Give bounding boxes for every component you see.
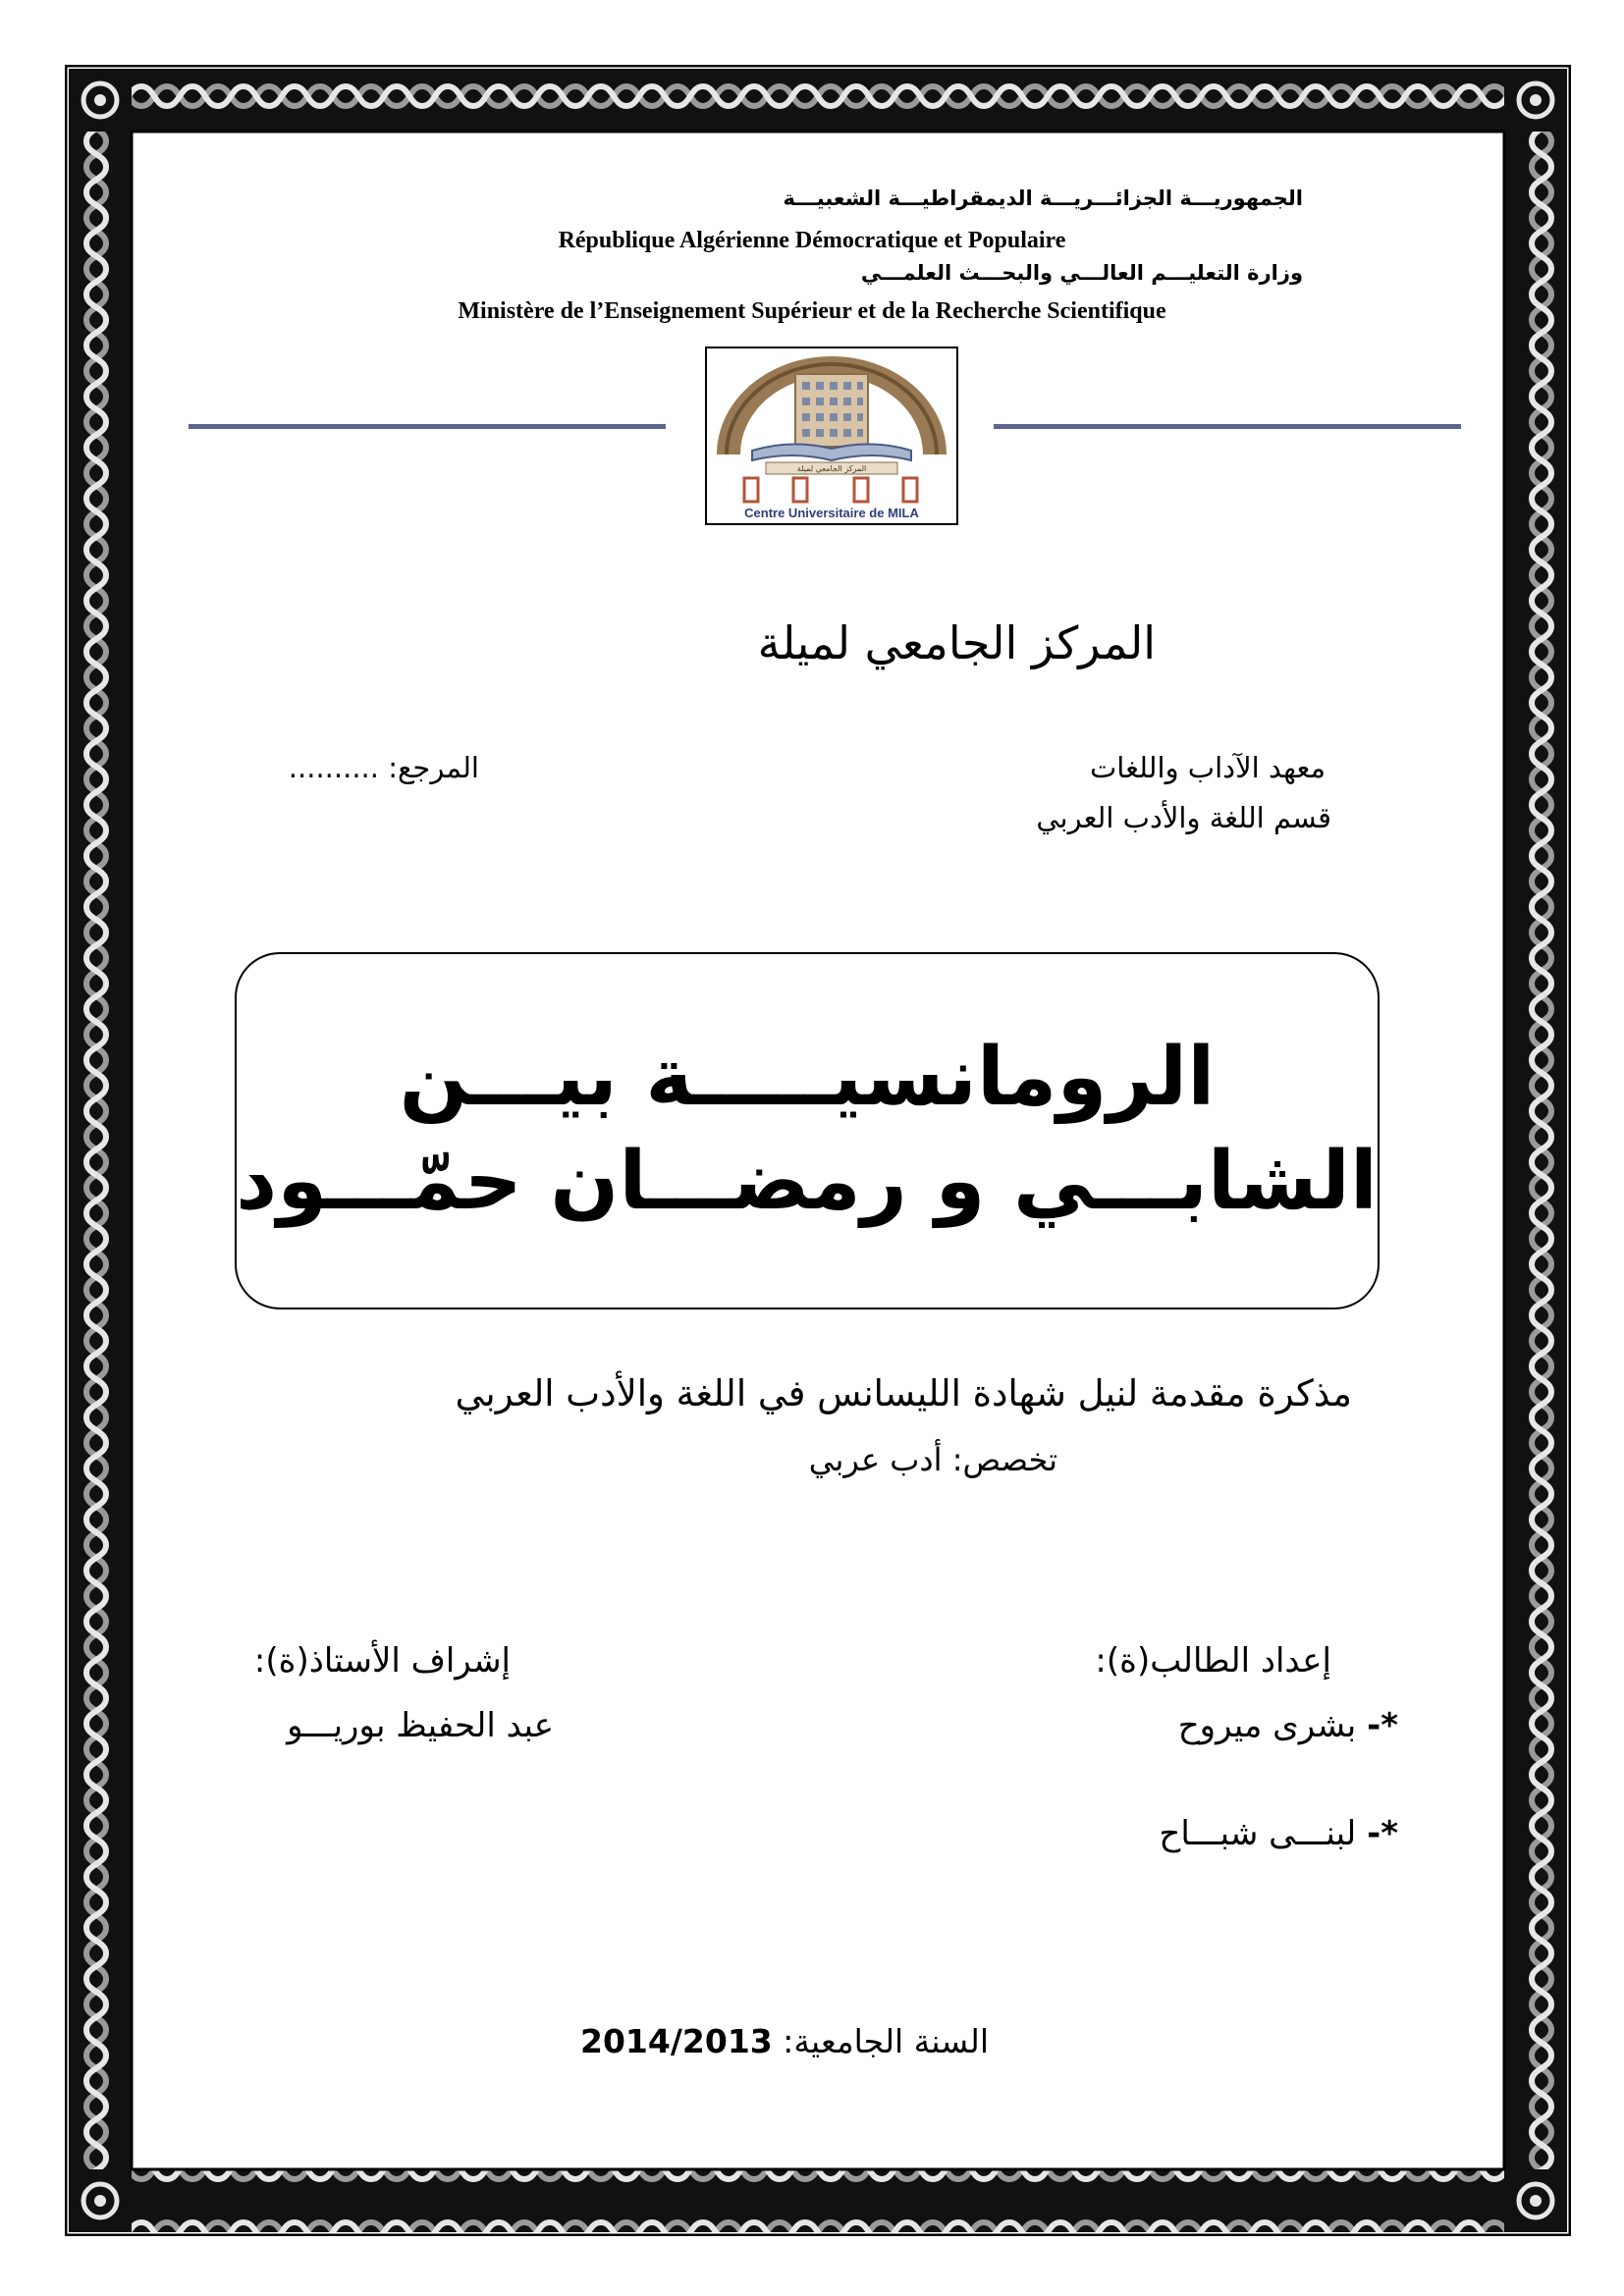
reference-field: المرجع: .......... <box>288 751 479 784</box>
students-label: إعداد الطالب(ة): <box>1095 1641 1331 1681</box>
title-box <box>235 952 1380 1309</box>
university-logo <box>705 347 958 525</box>
header-rule-right <box>994 424 1461 429</box>
ministry-arabic: وزارة التعليـــم العالـــي والبحـــث العلمـــي <box>860 261 1303 285</box>
republic-french: République Algérienne Démocratique et Populaire <box>558 228 1066 253</box>
thesis-purpose: مذكرة مقدمة لنيل شهادة الليسانس في اللغة والأدب العربي <box>455 1372 1352 1415</box>
academic-year-value: 2014/2013 <box>580 2022 773 2060</box>
supervisor-label: إشراف الأستاذ(ة): <box>253 1641 511 1681</box>
specialty: تخصص: أدب عربي <box>808 1441 1057 1478</box>
republic-arabic: الجمهوريـــة الجزائـــريـــة الديمقراطيـــة الشعبيـــة <box>783 187 1303 210</box>
student-name: بشرى ميروح <box>1177 1706 1357 1745</box>
department-name: قسم اللغة والأدب العربي <box>1036 801 1331 834</box>
academic-year-label: السنة الجامعية: <box>783 2022 989 2060</box>
student-item <box>982 1706 1398 1745</box>
institute-name: معهد الآداب واللغات <box>1089 751 1326 784</box>
academic-year <box>468 2022 989 2060</box>
student-name: لبنـــى شبـــاح <box>1159 1814 1357 1853</box>
thesis-title-line-2: الشابـــي و رمضـــان حمّـــود <box>236 1135 1378 1228</box>
student-bullet: *- <box>1367 1706 1398 1745</box>
header-rule-left <box>189 424 666 429</box>
thesis-title-line-1: الرومانسيـــــة بيـــن <box>399 1031 1216 1124</box>
logo-caption: Centre Universitaire de MILA <box>744 506 919 520</box>
logo-building-sign: المركز الجامعي لميلة <box>796 464 867 473</box>
ministry-french: Ministère de l’Enseignement Supérieur et de la Recherche Scientifique <box>458 298 1166 324</box>
supervisor-name: عبد الحفيظ بوريـــو <box>287 1706 554 1745</box>
student-bullet: *- <box>1367 1814 1398 1853</box>
university-name: المركز الجامعي لميلة <box>757 616 1156 669</box>
student-item <box>982 1814 1398 1853</box>
